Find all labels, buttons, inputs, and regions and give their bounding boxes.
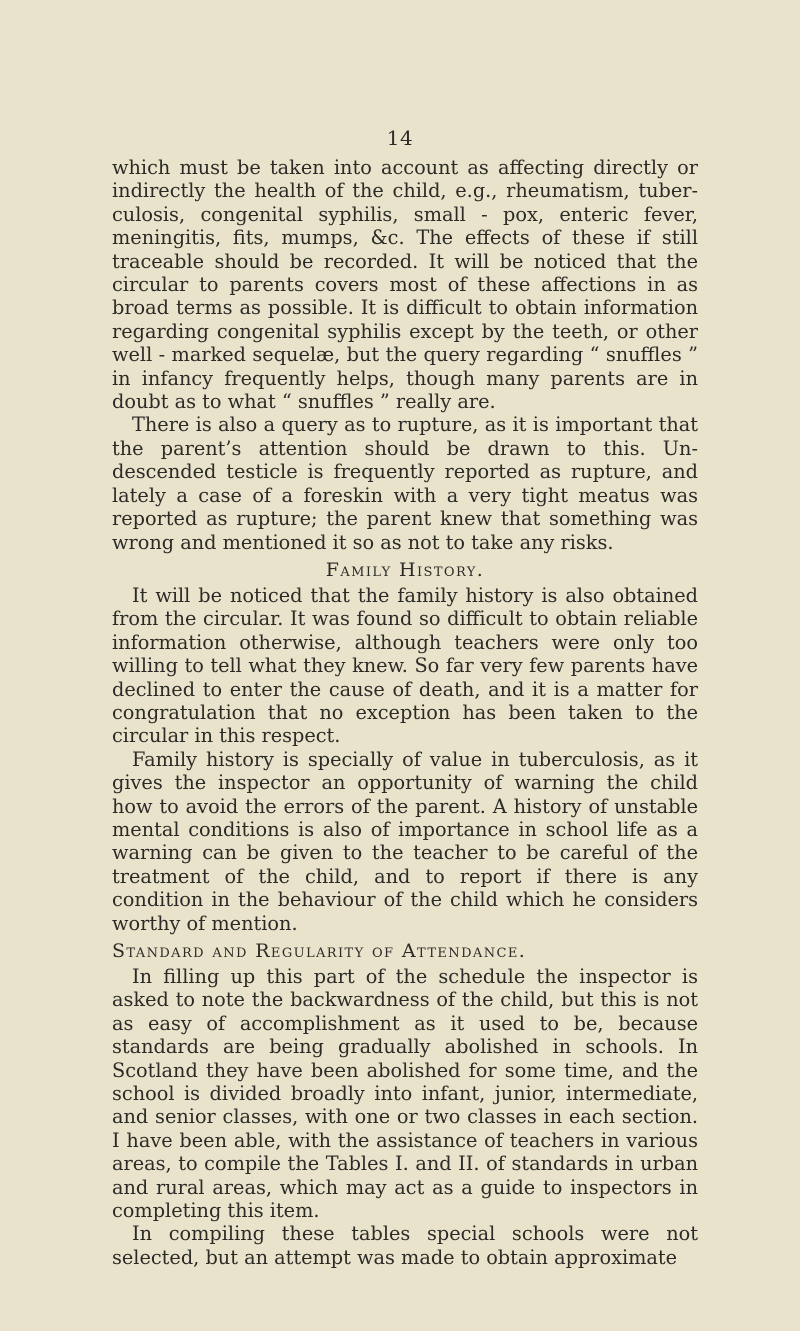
section-heading-standard-attendance: Standard and Regularity of Attendance.	[112, 940, 527, 962]
page-number: 14	[386, 126, 414, 150]
paragraph-family-value: Family history is specially of value in tuberculosis, as it gives the inspector an opportunity of warning the child how to avoid the errors of the parent. A history of unstable mental conditions is also of importance in school life as a warning can be given to the teacher to be careful of the treatment of the child, and to report if there is any condition in the behaviour of the child which he considers worthy of mention.	[112, 747, 698, 935]
section-heading-family-history: Family History.	[325, 558, 485, 581]
paragraph-compiling-tables: In compiling these tables special schools were not selected, but an attempt was made to obtain approximate	[112, 1222, 698, 1269]
paragraph-rupture: There is also a query as to rupture, as it is important that the parent’s attention should be drawn to this. Undescended testicle is frequently reported as rupture, and lately a case of a foreskin with a very tight meatus was reported as rupture; the parent knew that something was wrong and mentioned it so as not to take any risks.	[112, 413, 698, 554]
paragraph-family-circular: It will be noticed that the family history is also obtained from the circular. It was found so difficult to obtain reliable information otherwise, although teachers were only too willing to tell what they knew. So far very few parents have declined to enter the cause of death, and it is a matter for congratulation that no exception has been taken to the circular in this respect.	[112, 583, 698, 748]
paragraph-illnesses: which must be taken into account as affecting directly or indirectly the health of the child, e.g., rheumatism, tuberculosis, congenital syphilis, small - pox, enteric fever, meningitis, fits, mumps, &c. The effects of these if still traceable should be recorded. It will be noticed that the circular to parents covers most of these affections in as broad terms as possible. It is difficult to obtain information regarding congenital syphilis except by the teeth, or other well - marked sequelæ, but the query regarding “ snuffles ” in infancy frequently helps, though many parents are in doubt as to what “ snuffles ” really are.	[112, 156, 698, 414]
page-body	[112, 156, 698, 1269]
paragraph-standards: In filling up this part of the schedule the inspector is asked to note the backwardness of the child, but this is not as easy of accomplishment as it used to be, because standards are being gradually abolished in schools. In Scotland they have been abolished for some time, and the school is divided broadly into infant, junior, intermediate, and senior classes, with one or two classes in each section. I have been able, with the assistance of teachers in various areas, to compile the Tables I. and II. of standards in urban and rural areas, which may act as a guide to inspectors in completing this item.	[112, 965, 698, 1223]
